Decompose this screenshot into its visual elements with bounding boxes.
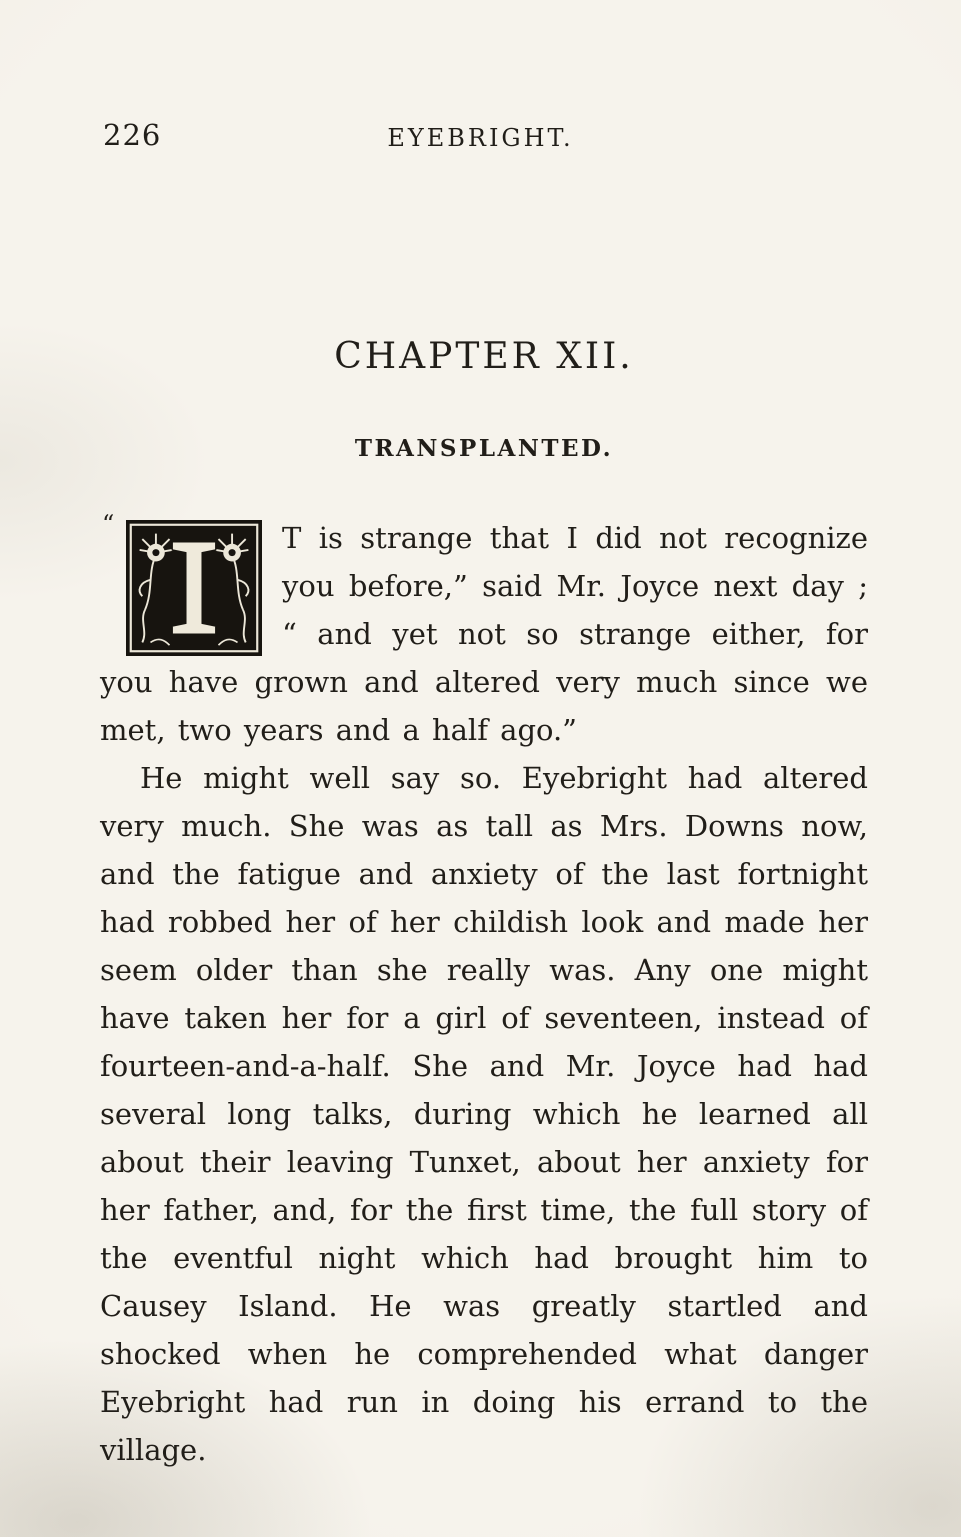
floral-initial-icon xyxy=(126,520,262,656)
chapter-title: CHAPTER XII. xyxy=(334,336,634,377)
opening-quote-mark: “ xyxy=(102,510,115,538)
running-title: EYEBRIGHT. xyxy=(387,124,574,152)
paragraph-second-text: He might well say so. Eyebright had altered very much. She was as tall as Mrs. Downs now, and the fatigue and anxiety of the last fortnight had robbed her of her childish look and made her seem older than she really was. Any one might have taken her for a girl of seventeen, instead of fourteen-and-a-half. She and Mr. Joyce had had several long talks, during which he learned all about their leaving Tunxet, about her anxiety for her father, and, for the first time, the full story of the eventful night which had brought him to Causey Island. He was greatly startled and shocked when he comprehended what danger Eyebright had run in doing his errand to the village. xyxy=(100,761,868,1467)
paragraph-first xyxy=(100,510,868,754)
running-header xyxy=(0,118,961,158)
page-content xyxy=(100,336,868,1474)
paragraph-first-text: T is strange that I did not recognize you before,” said Mr. Joyce next day ; “ and yet not so strange either, for you have grown and altered very much since we met, two years and a half ago.” xyxy=(100,521,868,747)
page-number: 226 xyxy=(103,118,162,152)
chapter-subtitle: TRANSPLANTED. xyxy=(354,435,614,462)
paragraph-second xyxy=(100,754,868,1474)
body-text xyxy=(100,510,868,1474)
decorated-initial-block xyxy=(126,520,262,656)
